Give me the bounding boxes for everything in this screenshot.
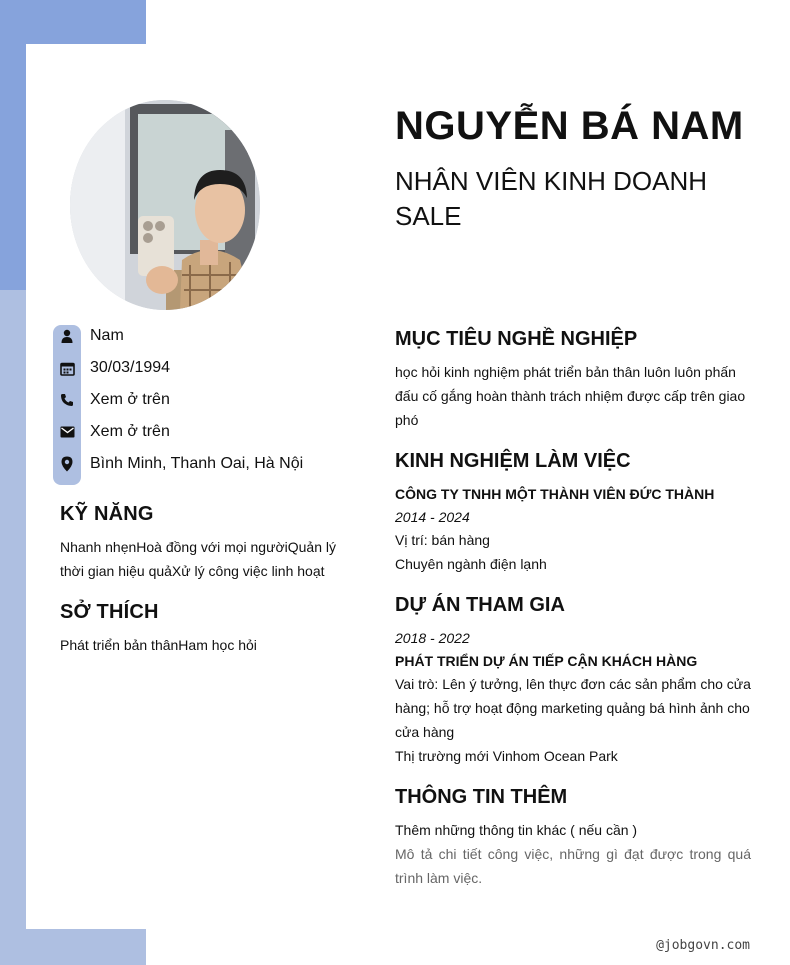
- project-name: PHÁT TRIỂN DỰ ÁN TIẾP CẬN KHÁCH HÀNG: [395, 653, 698, 669]
- hobbies-text: Phát triển bản thânHam học hỏi: [60, 637, 257, 653]
- experience-company: CÔNG TY TNHH MỘT THÀNH VIÊN ĐỨC THÀNH: [395, 486, 715, 502]
- experience-period: 2014 - 2024: [395, 509, 470, 525]
- contact-email: [53, 417, 353, 447]
- extra-line-1: Thêm những thông tin khác ( nếu cần ): [395, 822, 638, 838]
- mail-icon: [53, 417, 81, 447]
- experience-detail: Chuyên ngành điện lạnh: [395, 556, 547, 572]
- contact-gender-value: Nam: [90, 327, 124, 344]
- objective-heading: MỤC TIÊU NGHỀ NGHIỆP: [395, 328, 638, 350]
- person-icon: [53, 321, 81, 351]
- contact-address-value: Bình Minh, Thanh Oai, Hà Nội: [90, 455, 304, 472]
- skills-text: Nhanh nhẹnHoà đồng với mọi ngườiQuản lý thời gian hiệu quảXử lý công việc linh hoạt: [60, 539, 337, 579]
- extra-line-2: Mô tả chi tiết công việc, những gì đạt được trong quá trình làm việc.: [395, 846, 751, 886]
- projects-heading: DỰ ÁN THAM GIA: [395, 594, 565, 616]
- calendar-icon: [53, 353, 81, 383]
- experience-heading: KINH NGHIỆM LÀM VIỆC: [395, 450, 631, 472]
- contact-birthday: [53, 353, 353, 383]
- contact-birthday-value: 30/03/1994: [90, 359, 171, 376]
- project-period: 2018 - 2022: [395, 630, 470, 646]
- phone-icon: [53, 385, 81, 415]
- experience-position: Vị trí: bán hàng: [395, 532, 490, 548]
- objective-text: học hỏi kinh nghiệm phát triển bản thân luôn luôn phấn đấu cố gắng hoàn thành trách nhiệm được cấp trên giao phó: [395, 364, 746, 428]
- project-role: Vai trò: Lên ý tưởng, lên thực đơn các sản phẩm cho cửa hàng; hỗ trợ hoạt động marketing quảng bá hình ảnh cho cửa hàng: [395, 676, 751, 740]
- project-market: Thị trường mới Vinhom Ocean Park: [395, 748, 618, 764]
- contact-email-value: Xem ở trên: [90, 423, 170, 440]
- candidate-name: NGUYỄN BÁ NAM: [395, 104, 744, 148]
- contact-address: [53, 449, 353, 479]
- profile-photo: [70, 100, 260, 310]
- skills-heading: KỸ NĂNG: [60, 503, 154, 525]
- hobbies-heading: SỞ THÍCH: [60, 601, 159, 623]
- contact-phone: [53, 385, 353, 415]
- watermark: @jobgovn.com: [656, 938, 750, 953]
- extra-heading: THÔNG TIN THÊM: [395, 786, 568, 808]
- location-pin-icon: [53, 449, 81, 479]
- contact-phone-value: Xem ở trên: [90, 391, 170, 408]
- candidate-role: NHÂN VIÊN KINH DOANH SALE: [395, 166, 708, 231]
- contact-gender: [53, 321, 353, 351]
